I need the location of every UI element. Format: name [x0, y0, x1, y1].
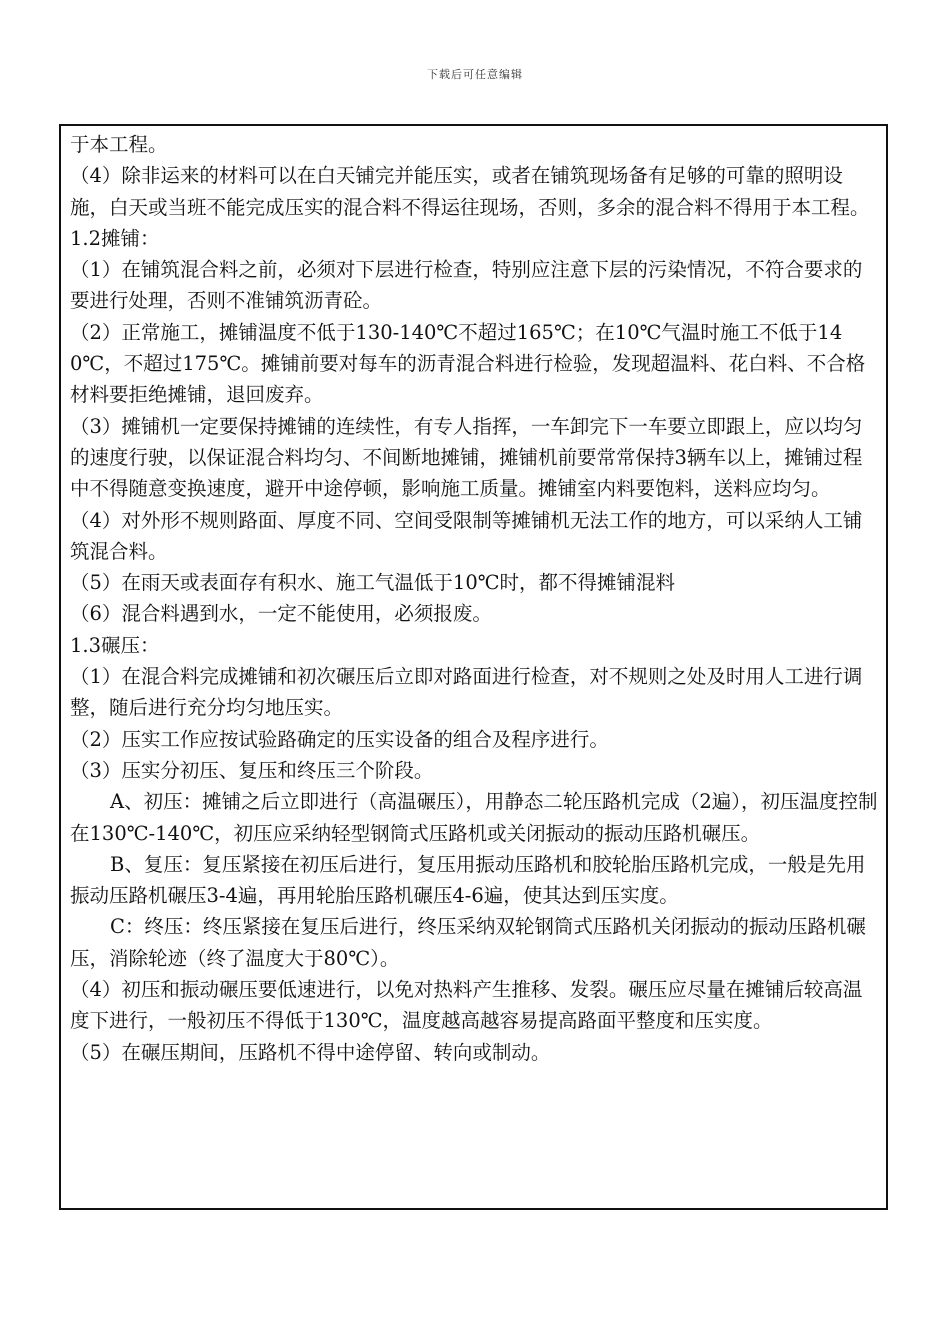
paragraph-paving-6: （6）混合料遇到水，一定不能使用，必须报废。 — [70, 602, 492, 626]
paragraph-paving-3: （3）摊铺机一定要保持摊铺的连续性，有专人指挥，一车卸完下一车要立即跟上，应以均匀的速度行驶，以保证混合料均匀、不间断地摊铺，摊铺机前要常常保持3辆车以上，摊铺过程中不得随意变换速度，避开中途停顿，影响施工质量。摊铺室内料要饱料，送料应均匀。 — [70, 414, 863, 501]
paragraph-item-4-materials: （4）除非运来的材料可以在白天铺完并能压实，或者在铺筑现场备有足够的可靠的照明设施，白天或当班不能完成压实的混合料不得运往现场，否则，多余的混合料不得用于本工程。 — [70, 164, 870, 219]
paragraph-rolling-3c: C：终压：终压紧接在复压后进行，终压采纳双轮钢筒式压路机关闭振动的振动压路机碾压，消除轮迹（终了温度大于80℃）。 — [70, 915, 866, 970]
paragraph-continuation: 于本工程。 — [70, 133, 168, 156]
page-header: 下载后可任意编辑 — [427, 68, 523, 81]
paragraph-paving-1: （1）在铺筑混合料之前，必须对下层进行检查，特别应注意下层的污染情况，不符合要求的要进行处理，否则不准铺筑沥青砼。 — [70, 258, 863, 313]
section-heading-paving: 1.2摊铺： — [70, 226, 160, 250]
paragraph-rolling-4: （4）初压和振动碾压要低速进行，以免对热料产生推移、发裂。碾压应尽量在摊铺后较高温度下进行，一般初压不得低于130℃，温度越高越容易提高路面平整度和压实度。 — [70, 978, 863, 1033]
paragraph-rolling-3: （3）压实分初压、复压和终压三个阶段。 — [70, 758, 434, 782]
paragraph-rolling-3a: A、初压：摊铺之后立即进行（高温碾压），用静态二轮压路机完成（2遍），初压温度控制在130℃-140℃，初压应采纳轻型钢筒式压路机或关闭振动的振动压路机碾压。 — [70, 790, 878, 845]
paragraph-rolling-5: （5）在碾压期间，压路机不得中途停留、转向或制动。 — [70, 1040, 551, 1064]
paragraph-rolling-2: （2）压实工作应按试验路确定的压实设备的组合及程序进行。 — [70, 727, 609, 751]
paragraph-paving-5: （5）在雨天或表面存有积水、施工气温低于10℃时，都不得摊铺混料 — [70, 571, 676, 595]
paragraph-paving-4: （4）对外形不规则路面、厚度不同、空间受限制等摊铺机无法工作的地方，可以采纳人工铺筑混合料。 — [70, 508, 863, 563]
paragraph-rolling-1: （1）在混合料完成摊铺和初次碾压后立即对路面进行检查，对不规则之处及时用人工进行调整，随后进行充分均匀地压实。 — [70, 665, 863, 720]
paragraph-paving-2: （2）正常施工，摊铺温度不低于130-140℃不超过165℃；在10℃气温时施工不低于140℃，不超过175℃。摊铺前要对每车的沥青混合料进行检验，发现超温料、花白料、不合格材料要拒绝摊铺，退回废弃。 — [70, 320, 866, 407]
document-body-frame — [59, 124, 888, 1210]
section-heading-rolling: 1.3碾压： — [70, 633, 160, 657]
paragraph-rolling-3b: B、复压：复压紧接在初压后进行，复压用振动压路机和胶轮胎压路机完成，一般是先用振动压路机碾压3-4遍，再用轮胎压路机碾压4-6遍，使其达到压实度。 — [70, 852, 866, 908]
